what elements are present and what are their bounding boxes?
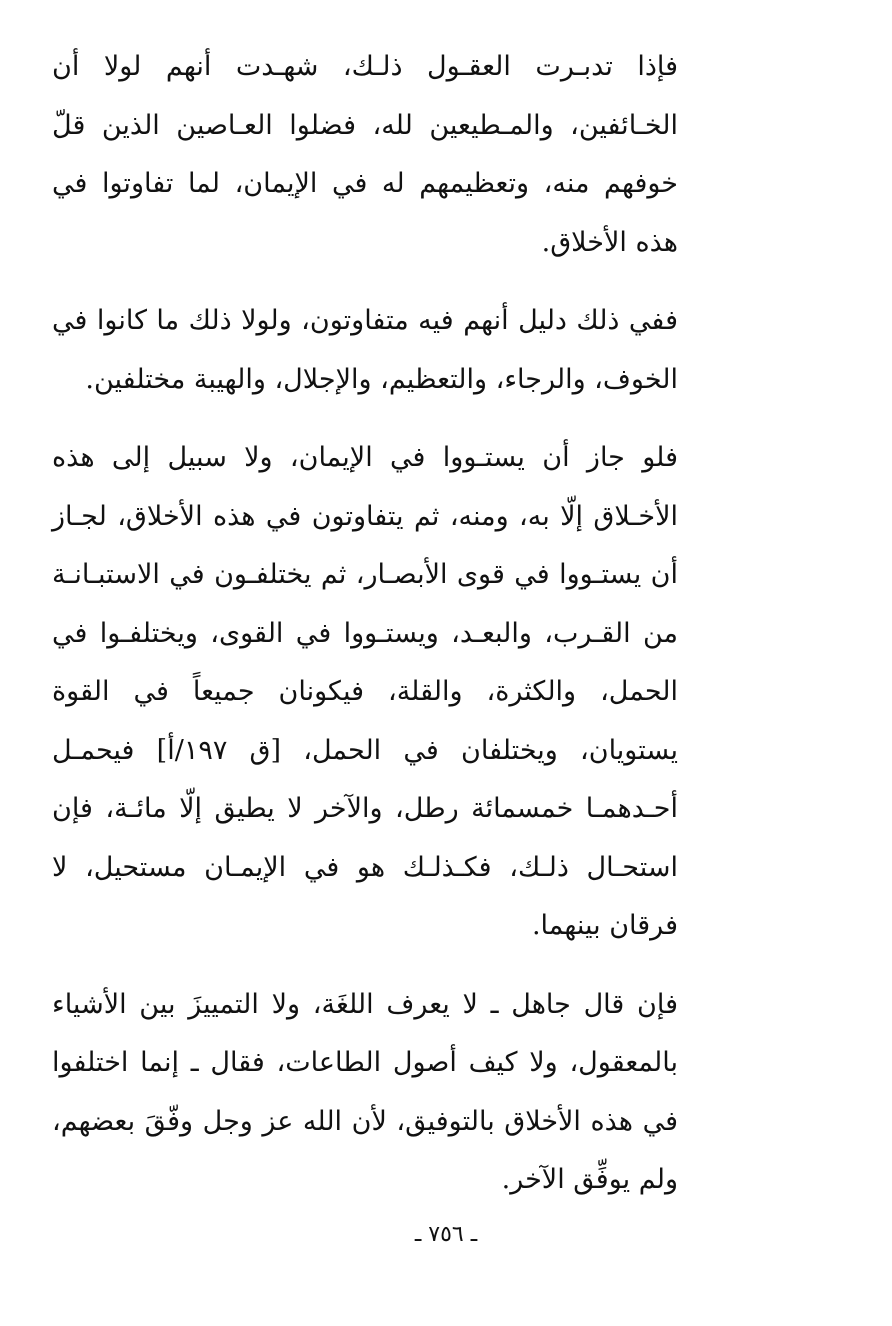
page-number: ـ ٧٥٦ ـ — [414, 1222, 478, 1247]
page-body — [52, 38, 678, 1230]
paragraph-1: فإذا تدبـرت العقـول ذلـك، شهـدت أنهم لولا أن الخـائفين، والمـطيعين لله، فضلوا العـاصين الذين قلّ خوفهم منه، وتعظيمهم له في الإيمان، لما تفاوتوا في هذه الأخلاق. — [52, 51, 678, 258]
paragraph-2: ففي ذلك دليل أنهم فيه متفاوتون، ولولا ذلك ما كانوا في الخوف، والرجاء، والتعظيم، والإجلال، والهيبة مختلفين. — [52, 305, 678, 395]
paragraph-3: فلو جاز أن يستـووا في الإيمان، ولا سبيل إلى هذه الأخـلاق إلّا به، ومنه، ثم يتفاوتون في هذه الأخلاق، لجـاز أن يستـووا في قوى الأبصـار، ثم يختلفـون في الاستبـانـة من القـرب، والبعـد، ويستـووا في القوى، ويختلفـوا في الحمل، والكثرة، والقلة، فيكونان جميعاً في القوة يستويان، ويختلفان في الحمل، [ق ١٩٧/أ] فيحمـل أحـدهمـا خمسمائة رطل، والآخر لا يطيق إلّا مائـة، فإن استحـال ذلـك، فكـذلـك هو في الإيمـان مستحيل، لا فرقان بينهما. — [52, 442, 679, 941]
paragraph-4: فإن قال جاهل ـ لا يعرف اللغَة، ولا التمييزَ بين الأشياء بالمعقول، ولا كيف أصول الطاعات، فقال ـ إنما اختلفوا في هذه الأخلاق بالتوفيق، لأن الله عز وجل وفّقَ بعضهم، ولم يوفِّق الآخر. — [52, 988, 678, 1195]
